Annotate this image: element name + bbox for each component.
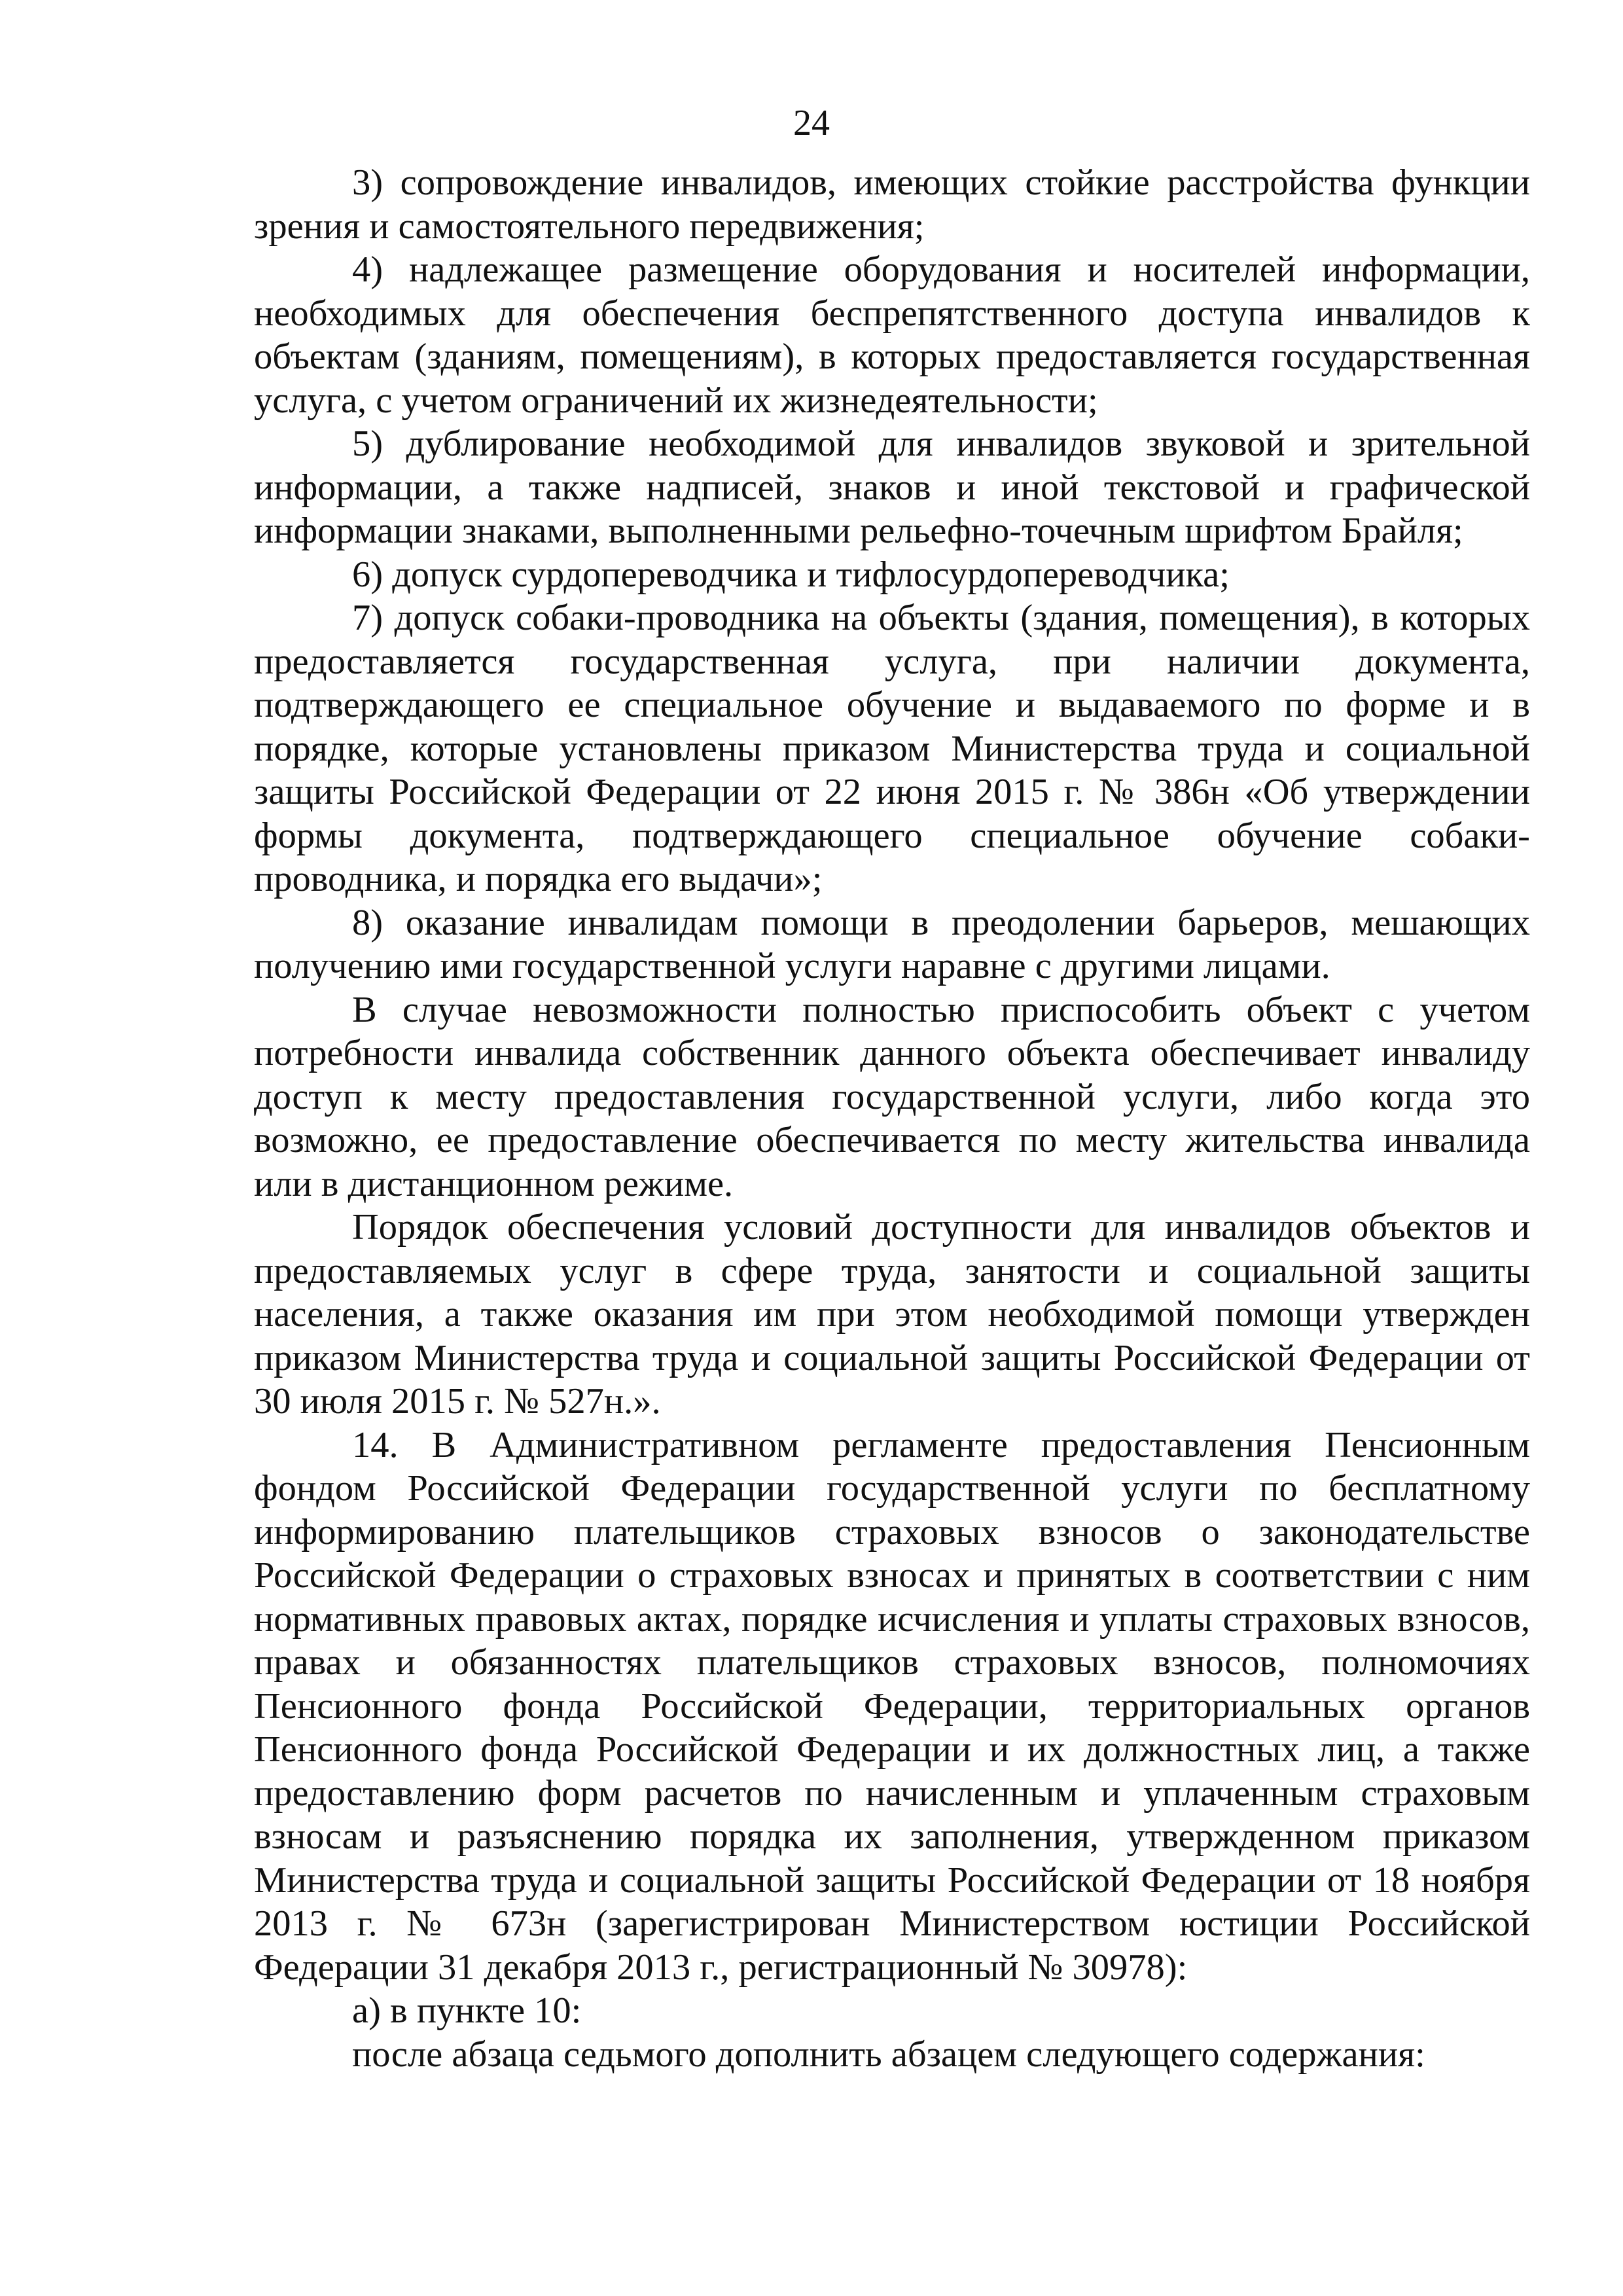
paragraph-item-14: 14. В Административном регламенте предоставления Пенсионным фондом Российской Федерации государственной услуги по бесплатному информированию плательщиков страховых взносов о законодательстве Российской Федерации о страховых взносах и принятых в соответствии с ним нормативных правовых актах, порядке исчисления и уплаты страховых взносов, правах и обязанностях плательщиков страховых взносов, полномочиях Пенсионного фонда Российской Федерации, территориальных органов Пенсионного фонда Российской Федерации и их должностных лиц, а также предоставлению форм расчетов по начисленным и уплаченным страховым взносам и разъяснению порядка их заполнения, утвержденном приказом Министерства труда и социальной защиты Российской Федерации от 18 ноября 2013 г. № 673н (зарегистрирован Министерством юстиции Российской Федерации 31 декабря 2013 г., регистрационный № 30978):	[254, 1424, 1530, 1988]
subitem-a: а) в пункте 10:	[352, 1990, 582, 2031]
paragraph-impossibility-case: В случае невозможности полностью приспособить объект с учетом потребности инвалида собственник данного объекта обеспечивает инвалиду доступ к месту предоставления государственной услуги, либо когда это возможно, ее предоставление обеспечивается по месту жительства инвалида или в дистанционном режиме.	[254, 989, 1530, 1204]
list-item-4: 4) надлежащее размещение оборудования и носителей информации, необходимых для обеспечения беспрепятственного доступа инвалидов к объектам (зданиям, помещениям), в которых предоставляется государственная услуга, с учетом ограничений их жизнедеятельности;	[254, 249, 1530, 421]
list-item-8: 8) оказание инвалидам помощи в преодолении барьеров, мешающих получению ими государственной услуги наравне с другими лицами.	[254, 902, 1530, 986]
document-body	[254, 161, 1530, 2076]
list-item-3: 3) сопровождение инвалидов, имеющих стойкие расстройства функции зрения и самостоятельного передвижения;	[254, 162, 1530, 247]
paragraph-addition-instruction: после абзаца седьмого дополнить абзацем следующего содержания:	[352, 2034, 1425, 2075]
paragraph-accessibility-order: Порядок обеспечения условий доступности для инвалидов объектов и предоставляемых услуг в сфере труда, занятости и социальной защиты населения, а также оказания им при этом необходимой помощи утвержден приказом Министерства труда и социальной защиты Российской Федерации от 30 июля 2015 г. № 527н.».	[254, 1207, 1530, 1422]
list-item-7: 7) допуск собаки-проводника на объекты (здания, помещения), в которых предоставляется государственная услуга, при наличии документа, подтверждающего ее специальное обучение и выдаваемого по форме и в порядке, которые установлены приказом Министерства труда и социальной защиты Российской Федерации от 22 июня 2015 г. № 386н «Об утверждении формы документа, подтверждающего специальное обучение собаки-проводника, и порядка его выдачи»;	[254, 598, 1530, 899]
page-number: 24	[793, 103, 830, 143]
list-item-6: 6) допуск сурдопереводчика и тифлосурдопереводчика;	[352, 554, 1230, 595]
list-item-5: 5) дублирование необходимой для инвалидов звуковой и зрительной информации, а также надписей, знаков и иной текстовой и графической информации знаками, выполненными рельефно-точечным шрифтом Брайля;	[254, 423, 1530, 551]
